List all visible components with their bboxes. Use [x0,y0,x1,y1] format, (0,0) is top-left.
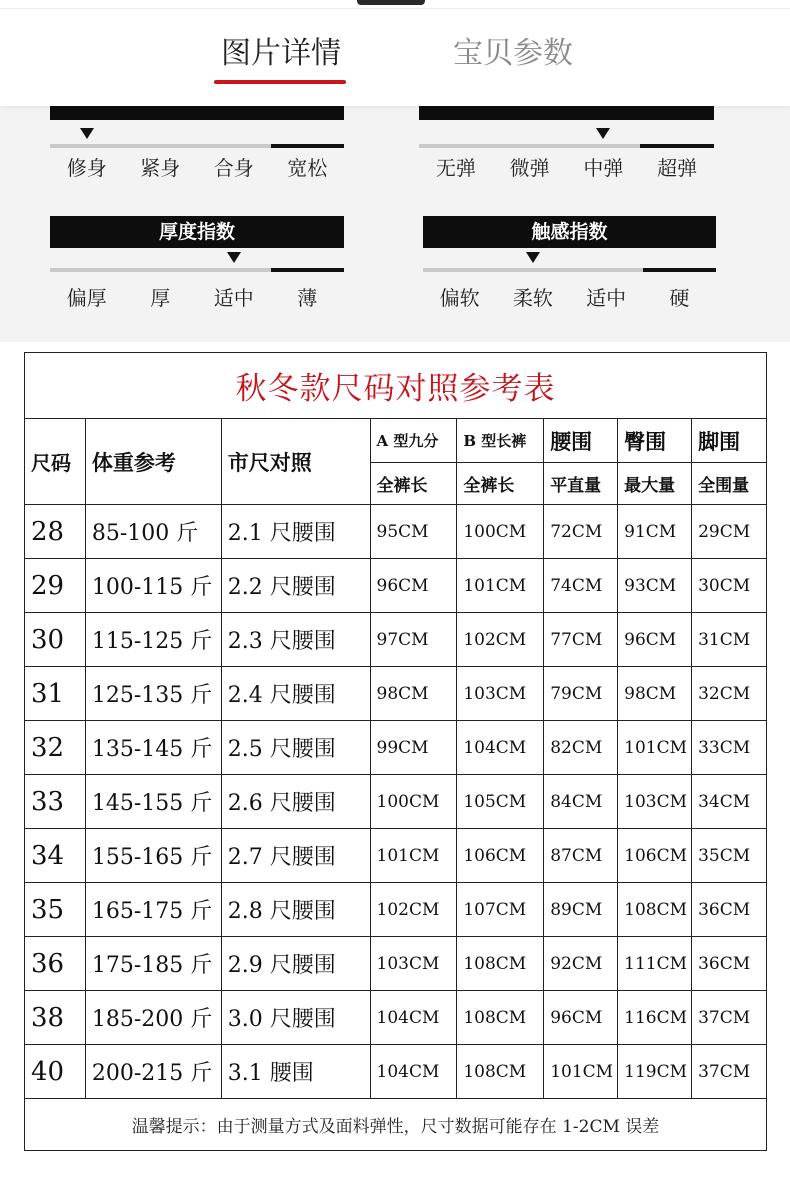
spec-stretch-option: 超弹 [657,156,698,180]
cell-hem: 36CM [692,883,767,937]
cell-a-length: 95CM [370,505,457,559]
cell-a-length: 97CM [370,613,457,667]
header-size: 尺码 [25,419,86,505]
spec-thickness-option: 适中 [213,286,254,310]
cell-b-length: 104CM [457,721,544,775]
subheader-hip: 最大量 [618,463,692,505]
table-row [25,883,767,937]
size-chart-table [24,352,767,1151]
spec-thickness-option: 偏厚 [66,286,107,310]
cell-weight: 135-145 斤 [85,721,221,775]
cell-hem: 33CM [692,721,767,775]
size-chart-panel [0,342,790,1179]
cell-hip: 103CM [618,775,692,829]
cell-size: 29 [25,559,86,613]
spec-feel [423,216,716,312]
table-row [25,613,767,667]
cell-weight: 145-155 斤 [85,775,221,829]
cell-market: 2.2 尺腰围 [221,559,370,613]
cell-a-length: 100CM [370,775,457,829]
cell-size: 40 [25,1045,86,1099]
cell-waist: 74CM [544,559,618,613]
spec-thickness-labels [50,282,344,311]
cell-hem: 37CM [692,991,767,1045]
cell-waist: 77CM [544,613,618,667]
cell-weight: 125-135 斤 [85,667,221,721]
cell-waist: 101CM [544,1045,618,1099]
table-row [25,829,767,883]
spec-stretch-option: 无弹 [435,156,476,180]
cell-hem: 32CM [692,667,767,721]
subheader-hem: 全围量 [692,463,767,505]
cell-hip: 96CM [618,613,692,667]
spec-stretch-option: 微弹 [509,156,550,180]
spec-fit-option: 紧身 [140,156,181,180]
spec-index-panel [0,106,790,342]
cell-hem: 34CM [692,775,767,829]
cell-size: 30 [25,613,86,667]
cell-size: 33 [25,775,86,829]
table-row [25,667,767,721]
cell-waist: 72CM [544,505,618,559]
table-row [25,1045,767,1099]
spec-feel-option: 偏软 [439,286,480,310]
active-tab-indicator [214,80,346,84]
table-row [25,559,767,613]
cell-hem: 31CM [692,613,767,667]
cell-size: 35 [25,883,86,937]
cell-waist: 89CM [544,883,618,937]
cell-market: 2.8 尺腰围 [221,883,370,937]
cell-size: 38 [25,991,86,1045]
cell-weight: 165-175 斤 [85,883,221,937]
cell-hip: 93CM [618,559,692,613]
spec-thickness-title: 厚度指数 [50,216,344,248]
cell-a-length: 99CM [370,721,457,775]
cell-size: 34 [25,829,86,883]
cell-hip: 119CM [618,1045,692,1099]
cell-b-length: 101CM [457,559,544,613]
cell-a-length: 101CM [370,829,457,883]
cell-weight: 155-165 斤 [85,829,221,883]
spec-thickness-scale [50,268,344,272]
cell-hem: 29CM [692,505,767,559]
cell-a-length: 104CM [370,991,457,1045]
cell-b-length: 108CM [457,1045,544,1099]
cell-waist: 82CM [544,721,618,775]
cell-market: 2.6 尺腰围 [221,775,370,829]
cell-hem: 36CM [692,937,767,991]
divider [0,8,790,9]
subheader-waist: 平直量 [544,463,618,505]
cell-market: 2.1 尺腰围 [221,505,370,559]
subheader-b-type: 全裤长 [457,463,544,505]
table-row [25,775,767,829]
cell-a-length: 98CM [370,667,457,721]
cell-hem: 30CM [692,559,767,613]
cell-weight: 200-215 斤 [85,1045,221,1099]
cell-hip: 91CM [618,505,692,559]
cell-size: 31 [25,667,86,721]
cell-waist: 87CM [544,829,618,883]
spec-thickness-option: 薄 [297,286,318,310]
cell-hip: 108CM [618,883,692,937]
spec-fit-scale [50,144,344,148]
spec-fit-option: 合身 [213,156,254,180]
size-chart-title: 秋冬款尺码对照参考表 [25,353,767,419]
cell-hip: 101CM [618,721,692,775]
header-market: 市尺对照 [221,419,370,505]
spec-fit-option: 宽松 [287,156,328,180]
header-b-type: B 型长裤 [457,419,544,463]
cell-weight: 115-125 斤 [85,613,221,667]
table-row [25,991,767,1045]
subheader-a-type: 全裤长 [370,463,457,505]
cell-size: 28 [25,505,86,559]
cell-b-length: 108CM [457,991,544,1045]
spec-fit-marker [80,128,94,139]
cell-hip: 111CM [618,937,692,991]
spec-feel-option: 柔软 [512,286,553,310]
cell-size: 36 [25,937,86,991]
spec-fit-labels [50,152,344,181]
spec-thickness-marker [227,252,241,263]
cell-hip: 106CM [618,829,692,883]
cell-a-length: 104CM [370,1045,457,1099]
cell-size: 32 [25,721,86,775]
cell-market: 2.5 尺腰围 [221,721,370,775]
spec-stretch-scale [419,144,714,148]
spec-stretch-labels [419,152,714,181]
cell-waist: 84CM [544,775,618,829]
spec-feel-marker [526,252,540,263]
cell-b-length: 105CM [457,775,544,829]
table-row [25,937,767,991]
cell-waist: 96CM [544,991,618,1045]
spec-fit-option: 修身 [66,156,107,180]
header-weight: 体重参考 [85,419,221,505]
drag-handle[interactable] [357,0,425,5]
spec-thickness-option: 厚 [150,286,171,310]
cell-market: 2.3 尺腰围 [221,613,370,667]
cell-market: 2.9 尺腰围 [221,937,370,991]
cell-weight: 185-200 斤 [85,991,221,1045]
cell-a-length: 102CM [370,883,457,937]
cell-hip: 98CM [618,667,692,721]
spec-feel-option: 硬 [669,286,690,310]
cell-a-length: 103CM [370,937,457,991]
cell-market: 3.1 腰围 [221,1045,370,1099]
cell-hip: 116CM [618,991,692,1045]
tab-image-details[interactable]: 图片详情 [221,36,341,71]
tab-bar [0,0,790,106]
spec-feel-option: 适中 [586,286,627,310]
cell-waist: 92CM [544,937,618,991]
cell-b-length: 103CM [457,667,544,721]
cell-waist: 79CM [544,667,618,721]
table-row [25,721,767,775]
header-hip: 臀围 [618,419,692,463]
cell-b-length: 107CM [457,883,544,937]
cell-weight: 175-185 斤 [85,937,221,991]
spec-feel-title: 触感指数 [423,216,716,248]
cell-weight: 100-115 斤 [85,559,221,613]
cell-hem: 37CM [692,1045,767,1099]
header-waist: 腰围 [544,419,618,463]
spec-feel-labels [423,282,716,311]
header-hem: 脚围 [692,419,767,463]
cell-b-length: 102CM [457,613,544,667]
size-chart-note: 温馨提示：由于测量方式及面料弹性，尺寸数据可能存在 1-2CM 误差 [25,1099,767,1151]
header-a-type: A 型九分 [370,419,457,463]
cell-b-length: 108CM [457,937,544,991]
cell-hem: 35CM [692,829,767,883]
cell-weight: 85-100 斤 [85,505,221,559]
cell-a-length: 96CM [370,559,457,613]
spec-feel-scale [423,268,716,272]
cell-market: 2.4 尺腰围 [221,667,370,721]
cell-market: 2.7 尺腰围 [221,829,370,883]
spec-stretch-marker [596,128,610,139]
cell-b-length: 106CM [457,829,544,883]
spec-stretch-option: 中弹 [583,156,624,180]
spec-thickness [50,216,344,312]
table-row [25,505,767,559]
tab-item-params[interactable]: 宝贝参数 [453,36,573,71]
cell-market: 3.0 尺腰围 [221,991,370,1045]
cell-b-length: 100CM [457,505,544,559]
